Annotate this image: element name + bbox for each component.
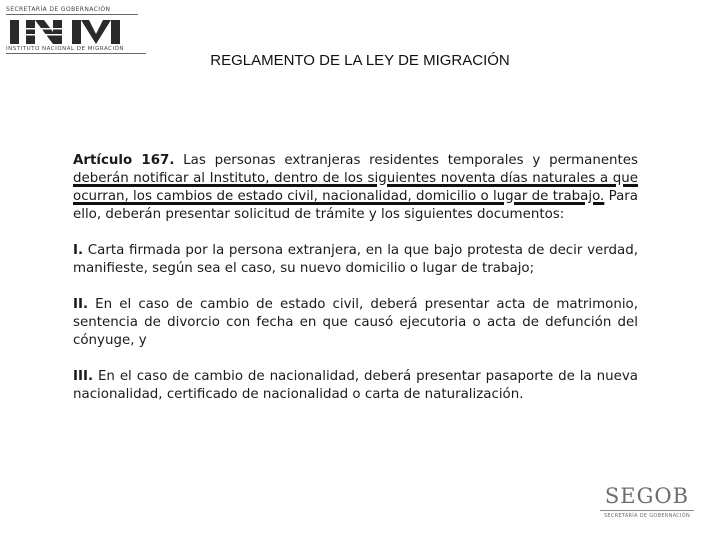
item-text: En el caso de cambio de nacionalidad, deberá presentar pasaporte de la nueva nacionalidad, certificado de nacionalidad o carta de naturalización. (73, 369, 638, 402)
inm-wordmark (8, 18, 140, 46)
list-item (73, 242, 638, 278)
segob-divider (600, 510, 694, 511)
article-intro (73, 152, 638, 224)
item-text: Carta firmada por la persona extranjera, en la que bajo protesta de decir verdad, manifieste, según sea el caso, su nuevo domicilio o lugar de trabajo; (73, 243, 638, 276)
item-text: En el caso de cambio de estado civil, deberá presentar acta de matrimonio, sentencia de divorcio con fecha en que causó ejecutoria o acta de defunción del cónyuge, y (73, 297, 638, 348)
segob-logo (596, 484, 698, 524)
item-numeral: II. (73, 297, 89, 312)
segob-wordmark: SEGOB (604, 484, 690, 508)
article-body (73, 152, 638, 422)
segob-subtext: SECRETARÍA DE GOBERNACIÓN (603, 513, 691, 519)
logo-top-text: SECRETARÍA DE GOBERNACIÓN (6, 6, 111, 13)
logo-divider-top (6, 14, 138, 15)
list-item (73, 368, 638, 404)
document-title: REGLAMENTO DE LA LEY DE MIGRACIÓN (210, 52, 510, 69)
article-heading: Artículo 167. (73, 153, 175, 168)
intro-text: Las personas extranjeras residentes temporales y permanentes (174, 153, 639, 168)
list-item (73, 296, 638, 350)
item-numeral: III. (73, 369, 94, 384)
logo-bottom-text: INSTITUTO NACIONAL DE MIGRACIÓN (6, 46, 125, 52)
intro-end-text: Para ello, deberán presentar solicitud de trámite y los siguientes documentos: (73, 189, 638, 222)
intro-underlined-text: deberán notificar al Instituto, dentro de los siguientes noventa días naturales a que ocurran, los cambios de estado civil, nacionalidad, domicilio o lugar de trabajo. (73, 171, 638, 204)
inm-logo (6, 6, 146, 54)
item-numeral: I. (73, 243, 84, 258)
